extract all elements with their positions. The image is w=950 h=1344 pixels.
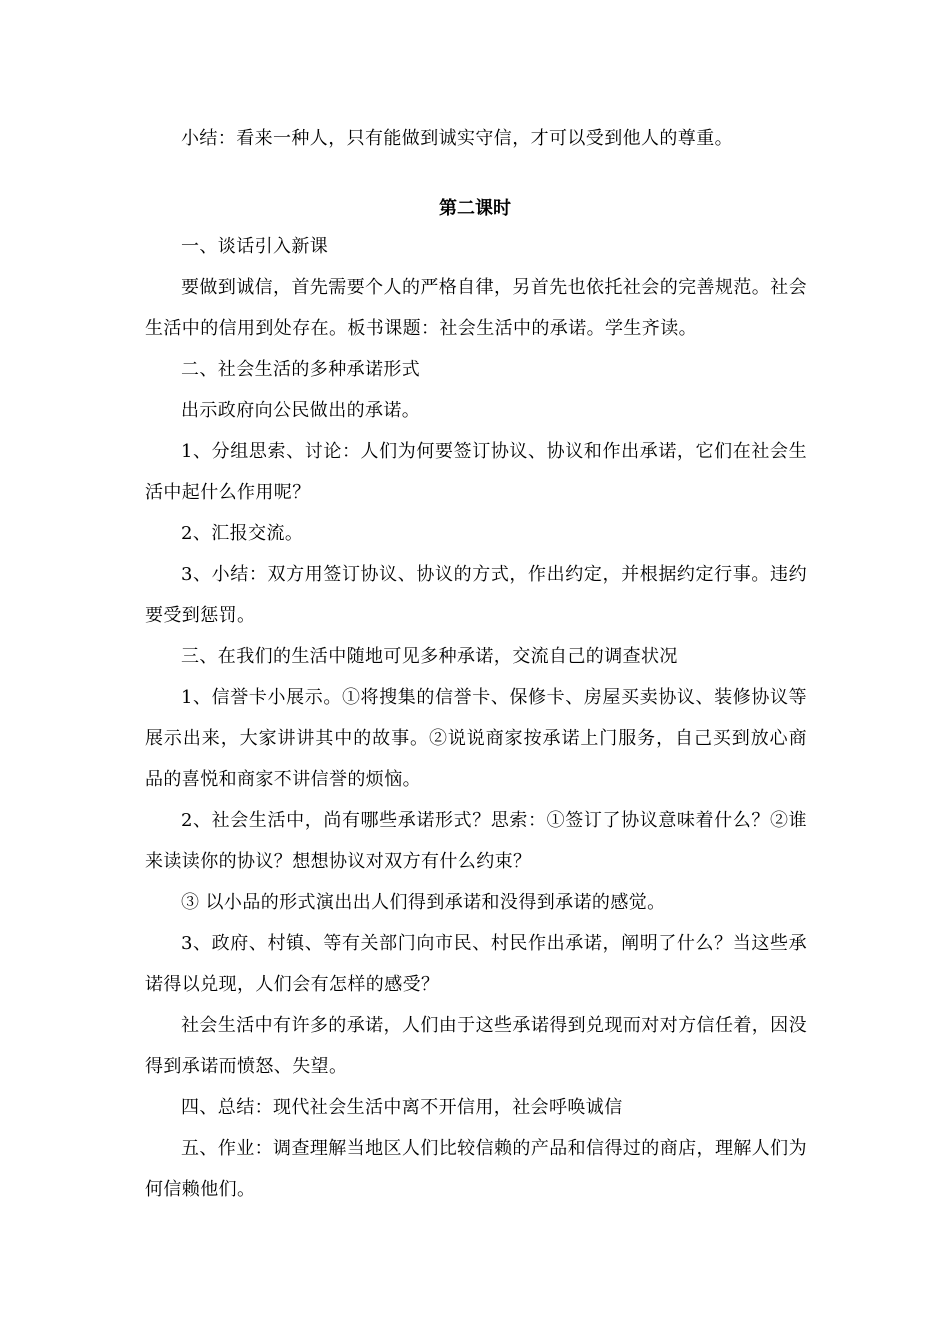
section-heading-1: 一、谈话引入新课	[181, 236, 329, 257]
list-item-3-1: 1、信誉卡小展示。①将搜集的信誉卡、保修卡、房屋买卖协议、装修协议等展示出来，大家讲讲其中的故事。②说说商家按承诺上门服务，自己买到放心商品的喜悦和商家不讲信誉的烦恼。	[145, 687, 807, 790]
section-heading-4: 四、总结：现代社会生活中离不开信用，社会呼唤诚信	[181, 1097, 623, 1118]
section-heading-3: 三、在我们的生活中随地可见多种承诺，交流自己的调查状况	[181, 646, 678, 667]
list-item-3-2b: ③ 以小品的形式演出出人们得到承诺和没得到承诺的感觉。	[181, 892, 666, 913]
list-item-2-1: 1、分组思索、讨论：人们为何要签订协议、协议和作出承诺，它们在社会生活中起什么作用呢？	[145, 441, 807, 503]
lesson-title: 第二课时	[439, 198, 511, 219]
section-heading-5: 五、作业：调查理解当地区人们比较信赖的产品和信得过的商店，理解人们为何信赖他们。	[145, 1138, 807, 1200]
list-item-2-2: 2、汇报交流。	[181, 523, 304, 544]
list-item-2-3: 3、小结：双方用签订协议、协议的方式，作出约定，并根据约定行事。违约要受到惩罚。	[145, 564, 807, 626]
paragraph-promises-summary: 社会生活中有许多的承诺，人们由于这些承诺得到兑现而对对方信任着，因没得到承诺而愤怒、失望。	[145, 1015, 807, 1077]
list-item-3-2: 2、社会生活中，尚有哪些承诺形式？思索：①签订了协议意味着什么？②谁来读读你的协议？想想协议对双方有什么约束？	[145, 810, 807, 872]
list-item-3-3: 3、政府、村镇、等有关部门向市民、村民作出承诺，阐明了什么？当这些承诺得以兑现，人们会有怎样的感受？	[145, 933, 807, 995]
summary-paragraph: 小结：看来一种人，只有能做到诚实守信，才可以受到他人的尊重。	[181, 128, 733, 149]
section-heading-2: 二、社会生活的多种承诺形式	[181, 359, 421, 380]
paragraph-intro: 要做到诚信，首先需要个人的严格自律，另首先也依托社会的完善规范。社会生活中的信用到处存在。板书课题：社会生活中的承诺。学生齐读。	[145, 277, 807, 339]
paragraph-government-promise: 出示政府向公民做出的承诺。	[181, 400, 421, 421]
